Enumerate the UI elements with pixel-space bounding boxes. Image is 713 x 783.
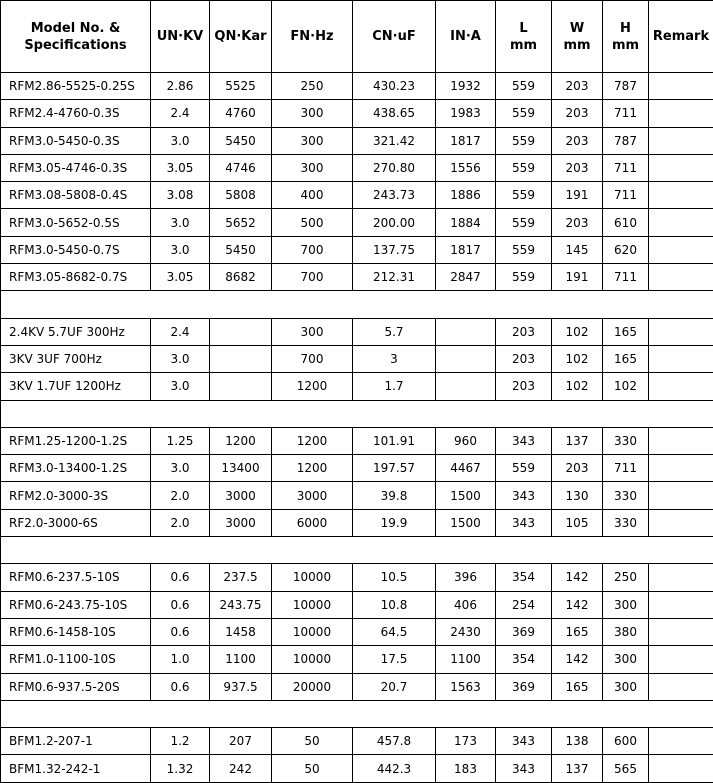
cell-cn: 3 (353, 345, 436, 372)
cell-fn: 700 (272, 236, 353, 263)
cell-model: RFM0.6-237.5-10S (1, 564, 151, 591)
cell-remark (649, 673, 713, 700)
cell-in: 396 (436, 564, 496, 591)
table-row (1, 591, 713, 618)
cell-fn: 10000 (272, 646, 353, 673)
cell-fn: 3000 (272, 482, 353, 509)
cell-un: 2.4 (151, 318, 210, 345)
cell-in: 960 (436, 427, 496, 454)
cell-un: 2.0 (151, 482, 210, 509)
cell-l: 559 (496, 236, 552, 263)
cell-qn: 242 (210, 755, 272, 782)
cell-h: 300 (603, 646, 649, 673)
cell-w: 105 (552, 509, 603, 536)
cell-cn: 442.3 (353, 755, 436, 782)
cell-l: 559 (496, 73, 552, 100)
cell-w: 203 (552, 455, 603, 482)
cell-h: 330 (603, 509, 649, 536)
cell-fn: 700 (272, 345, 353, 372)
cell-l: 354 (496, 646, 552, 673)
table-row (1, 564, 713, 591)
spacer-cell (1, 400, 713, 427)
cell-un: 0.6 (151, 564, 210, 591)
spacer-cell (1, 700, 713, 727)
cell-cn: 5.7 (353, 318, 436, 345)
cell-h: 600 (603, 728, 649, 755)
header-remark: Remark (649, 1, 713, 73)
table-row (1, 182, 713, 209)
cell-model: RFM3.05-8682-0.7S (1, 264, 151, 291)
cell-l: 369 (496, 618, 552, 645)
cell-un: 3.05 (151, 154, 210, 181)
cell-l: 343 (496, 427, 552, 454)
cell-w: 165 (552, 673, 603, 700)
cell-in: 183 (436, 755, 496, 782)
table-row (1, 127, 713, 154)
cell-cn: 270.80 (353, 154, 436, 181)
cell-w: 165 (552, 618, 603, 645)
cell-l: 254 (496, 591, 552, 618)
cell-un: 3.08 (151, 182, 210, 209)
spacer-row (1, 291, 713, 318)
cell-cn: 137.75 (353, 236, 436, 263)
cell-h: 102 (603, 373, 649, 400)
table-row (1, 618, 713, 645)
cell-l: 343 (496, 509, 552, 536)
table-row (1, 209, 713, 236)
cell-w: 203 (552, 209, 603, 236)
cell-fn: 1200 (272, 373, 353, 400)
cell-fn: 10000 (272, 564, 353, 591)
cell-model: RFM1.0-1100-10S (1, 646, 151, 673)
cell-qn: 3000 (210, 482, 272, 509)
cell-un: 1.25 (151, 427, 210, 454)
cell-un: 0.6 (151, 618, 210, 645)
cell-w: 137 (552, 755, 603, 782)
cell-cn: 101.91 (353, 427, 436, 454)
header-w-label: W (570, 21, 584, 36)
cell-w: 142 (552, 646, 603, 673)
header-qn: QN·Kar (210, 1, 272, 73)
cell-in (436, 373, 496, 400)
table-body (1, 73, 713, 783)
cell-h: 787 (603, 127, 649, 154)
cell-h: 711 (603, 182, 649, 209)
cell-remark (649, 455, 713, 482)
cell-in: 1500 (436, 482, 496, 509)
cell-l: 343 (496, 728, 552, 755)
spacer-cell (1, 291, 713, 318)
cell-l: 559 (496, 264, 552, 291)
cell-fn: 50 (272, 728, 353, 755)
cell-model: 2.4KV 5.7UF 300Hz (1, 318, 151, 345)
cell-remark (649, 154, 713, 181)
cell-h: 165 (603, 318, 649, 345)
cell-remark (649, 646, 713, 673)
table-row (1, 373, 713, 400)
cell-l: 559 (496, 455, 552, 482)
cell-l: 559 (496, 209, 552, 236)
spacer-row (1, 700, 713, 727)
header-in: IN·A (436, 1, 496, 73)
cell-remark (649, 618, 713, 645)
cell-fn: 10000 (272, 618, 353, 645)
cell-remark (649, 264, 713, 291)
cell-w: 191 (552, 182, 603, 209)
cell-remark (649, 591, 713, 618)
cell-fn: 50 (272, 755, 353, 782)
cell-un: 2.86 (151, 73, 210, 100)
cell-l: 354 (496, 564, 552, 591)
cell-h: 330 (603, 427, 649, 454)
table-row (1, 264, 713, 291)
cell-model: BFM1.2-207-1 (1, 728, 151, 755)
cell-w: 130 (552, 482, 603, 509)
cell-remark (649, 482, 713, 509)
cell-h: 250 (603, 564, 649, 591)
cell-model: RFM2.0-3000-3S (1, 482, 151, 509)
cell-model: RFM2.4-4760-0.3S (1, 100, 151, 127)
cell-model: RFM3.08-5808-0.4S (1, 182, 151, 209)
cell-qn: 5808 (210, 182, 272, 209)
cell-remark (649, 373, 713, 400)
cell-w: 102 (552, 345, 603, 372)
cell-cn: 20.7 (353, 673, 436, 700)
cell-remark (649, 755, 713, 782)
cell-cn: 10.5 (353, 564, 436, 591)
cell-fn: 300 (272, 127, 353, 154)
cell-cn: 1.7 (353, 373, 436, 400)
cell-remark (649, 182, 713, 209)
cell-remark (649, 127, 713, 154)
cell-h: 711 (603, 154, 649, 181)
cell-fn: 250 (272, 73, 353, 100)
cell-remark (649, 728, 713, 755)
header-l-unit: mm (510, 38, 537, 53)
cell-model: RFM3.05-4746-0.3S (1, 154, 151, 181)
cell-cn: 321.42 (353, 127, 436, 154)
spacer-row (1, 537, 713, 564)
cell-model: RFM3.0-5450-0.3S (1, 127, 151, 154)
cell-h: 330 (603, 482, 649, 509)
header-h-label: H (620, 21, 631, 36)
cell-cn: 243.73 (353, 182, 436, 209)
cell-un: 1.0 (151, 646, 210, 673)
table-row (1, 673, 713, 700)
cell-l: 203 (496, 318, 552, 345)
cell-un: 1.2 (151, 728, 210, 755)
cell-w: 142 (552, 591, 603, 618)
cell-un: 3.05 (151, 264, 210, 291)
table-row (1, 755, 713, 782)
cell-cn: 17.5 (353, 646, 436, 673)
cell-l: 203 (496, 345, 552, 372)
cell-model: RFM0.6-243.75-10S (1, 591, 151, 618)
cell-w: 142 (552, 564, 603, 591)
cell-qn: 5450 (210, 127, 272, 154)
header-w-unit: mm (563, 38, 590, 53)
cell-in (436, 318, 496, 345)
cell-w: 203 (552, 127, 603, 154)
header-un: UN·KV (151, 1, 210, 73)
table-row (1, 482, 713, 509)
cell-in: 173 (436, 728, 496, 755)
header-h-unit: mm (612, 38, 639, 53)
cell-in: 1886 (436, 182, 496, 209)
header-model-line1: Model No. & (31, 21, 121, 36)
cell-fn: 700 (272, 264, 353, 291)
header-model-line2: Specifications (24, 38, 126, 53)
cell-qn: 1100 (210, 646, 272, 673)
cell-model: RFM3.0-5652-0.5S (1, 209, 151, 236)
cell-qn: 8682 (210, 264, 272, 291)
cell-fn: 500 (272, 209, 353, 236)
cell-remark (649, 564, 713, 591)
cell-remark (649, 100, 713, 127)
cell-in: 1817 (436, 236, 496, 263)
cell-in: 1983 (436, 100, 496, 127)
cell-remark (649, 73, 713, 100)
cell-un: 3.0 (151, 455, 210, 482)
header-fn: FN·Hz (272, 1, 353, 73)
cell-model: RFM0.6-937.5-20S (1, 673, 151, 700)
cell-fn: 6000 (272, 509, 353, 536)
table-row (1, 236, 713, 263)
table-row (1, 100, 713, 127)
cell-qn: 1200 (210, 427, 272, 454)
table-row (1, 318, 713, 345)
cell-un: 3.0 (151, 373, 210, 400)
header-w (552, 1, 603, 73)
cell-in: 2847 (436, 264, 496, 291)
cell-w: 203 (552, 73, 603, 100)
header-h (603, 1, 649, 73)
table-row (1, 509, 713, 536)
cell-w: 137 (552, 427, 603, 454)
cell-w: 203 (552, 100, 603, 127)
cell-h: 610 (603, 209, 649, 236)
cell-un: 3.0 (151, 127, 210, 154)
cell-model: BFM1.32-242-1 (1, 755, 151, 782)
cell-qn: 1458 (210, 618, 272, 645)
cell-cn: 19.9 (353, 509, 436, 536)
cell-un: 3.0 (151, 209, 210, 236)
cell-in: 1556 (436, 154, 496, 181)
cell-l: 369 (496, 673, 552, 700)
cell-l: 343 (496, 755, 552, 782)
cell-l: 559 (496, 127, 552, 154)
cell-in: 1500 (436, 509, 496, 536)
cell-h: 711 (603, 100, 649, 127)
cell-cn: 212.31 (353, 264, 436, 291)
cell-model: RFM3.0-5450-0.7S (1, 236, 151, 263)
cell-w: 102 (552, 373, 603, 400)
cell-remark (649, 236, 713, 263)
spacer-row (1, 400, 713, 427)
cell-fn: 300 (272, 154, 353, 181)
cell-h: 300 (603, 673, 649, 700)
cell-qn: 4760 (210, 100, 272, 127)
cell-in: 1884 (436, 209, 496, 236)
cell-in: 4467 (436, 455, 496, 482)
cell-fn: 20000 (272, 673, 353, 700)
cell-model: RFM1.25-1200-1.2S (1, 427, 151, 454)
cell-fn: 300 (272, 318, 353, 345)
cell-l: 203 (496, 373, 552, 400)
cell-cn: 197.57 (353, 455, 436, 482)
cell-model: 3KV 1.7UF 1200Hz (1, 373, 151, 400)
cell-qn: 5652 (210, 209, 272, 236)
cell-l: 559 (496, 182, 552, 209)
table-row (1, 345, 713, 372)
cell-w: 203 (552, 154, 603, 181)
cell-in: 1817 (436, 127, 496, 154)
cell-l: 559 (496, 154, 552, 181)
cell-qn: 5525 (210, 73, 272, 100)
cell-cn: 438.65 (353, 100, 436, 127)
cell-fn: 400 (272, 182, 353, 209)
cell-qn: 3000 (210, 509, 272, 536)
cell-fn: 1200 (272, 455, 353, 482)
cell-h: 787 (603, 73, 649, 100)
cell-w: 191 (552, 264, 603, 291)
table-row (1, 427, 713, 454)
cell-qn: 207 (210, 728, 272, 755)
cell-l: 559 (496, 100, 552, 127)
table-row (1, 728, 713, 755)
cell-in: 1932 (436, 73, 496, 100)
cell-in: 1563 (436, 673, 496, 700)
table-row (1, 73, 713, 100)
cell-un: 3.0 (151, 345, 210, 372)
table-row (1, 455, 713, 482)
cell-l: 343 (496, 482, 552, 509)
cell-h: 165 (603, 345, 649, 372)
cell-model: RFM2.86-5525-0.25S (1, 73, 151, 100)
header-cn: CN·uF (353, 1, 436, 73)
cell-un: 2.0 (151, 509, 210, 536)
cell-qn: 5450 (210, 236, 272, 263)
cell-un: 3.0 (151, 236, 210, 263)
cell-remark (649, 345, 713, 372)
cell-in: 2430 (436, 618, 496, 645)
cell-cn: 200.00 (353, 209, 436, 236)
header-l-label: L (519, 21, 527, 36)
header-l (496, 1, 552, 73)
cell-h: 565 (603, 755, 649, 782)
cell-cn: 457.8 (353, 728, 436, 755)
cell-fn: 1200 (272, 427, 353, 454)
spacer-cell (1, 537, 713, 564)
cell-in: 1100 (436, 646, 496, 673)
cell-qn: 243.75 (210, 591, 272, 618)
cell-fn: 10000 (272, 591, 353, 618)
cell-w: 102 (552, 318, 603, 345)
cell-remark (649, 209, 713, 236)
cell-cn: 430.23 (353, 73, 436, 100)
cell-qn (210, 345, 272, 372)
cell-model: RFM3.0-13400-1.2S (1, 455, 151, 482)
cell-qn: 237.5 (210, 564, 272, 591)
cell-cn: 39.8 (353, 482, 436, 509)
cell-remark (649, 509, 713, 536)
cell-cn: 64.5 (353, 618, 436, 645)
cell-h: 300 (603, 591, 649, 618)
cell-un: 0.6 (151, 591, 210, 618)
cell-qn (210, 373, 272, 400)
cell-fn: 300 (272, 100, 353, 127)
header-model (1, 1, 151, 73)
cell-qn: 13400 (210, 455, 272, 482)
cell-un: 2.4 (151, 100, 210, 127)
table-row (1, 646, 713, 673)
cell-remark (649, 427, 713, 454)
cell-in: 406 (436, 591, 496, 618)
cell-w: 138 (552, 728, 603, 755)
cell-h: 711 (603, 455, 649, 482)
cell-h: 380 (603, 618, 649, 645)
cell-un: 0.6 (151, 673, 210, 700)
cell-model: RFM0.6-1458-10S (1, 618, 151, 645)
cell-h: 711 (603, 264, 649, 291)
cell-qn (210, 318, 272, 345)
cell-in (436, 345, 496, 372)
cell-w: 145 (552, 236, 603, 263)
cell-un: 1.32 (151, 755, 210, 782)
cell-qn: 937.5 (210, 673, 272, 700)
cell-remark (649, 318, 713, 345)
cell-cn: 10.8 (353, 591, 436, 618)
cell-model: 3KV 3UF 700Hz (1, 345, 151, 372)
cell-model: RF2.0-3000-6S (1, 509, 151, 536)
table-row (1, 154, 713, 181)
cell-h: 620 (603, 236, 649, 263)
cell-qn: 4746 (210, 154, 272, 181)
header-row (1, 1, 713, 73)
